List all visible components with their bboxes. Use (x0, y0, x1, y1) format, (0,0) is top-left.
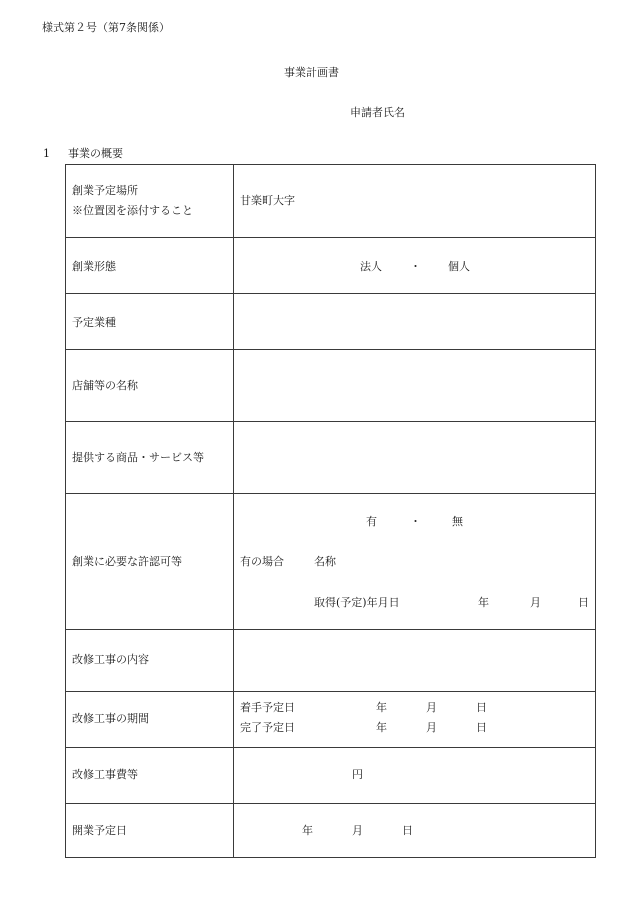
renovation-end-month: 月 (426, 721, 437, 734)
permits-name-label: 名称 (314, 555, 336, 568)
row-divider (66, 293, 595, 294)
row-divider (66, 349, 595, 350)
permits-acquire-label: 取得(予定)年月日 (314, 596, 400, 609)
business-form-label: 創業形態 (72, 260, 116, 273)
renovation-end-year: 年 (376, 721, 387, 734)
renovation-start-label: 着手予定日 (240, 701, 295, 714)
row-divider (66, 747, 595, 748)
business-overview-table (65, 164, 596, 858)
renovation-cost-label: 改修工事費等 (72, 768, 138, 781)
section-number: 1 (43, 147, 50, 160)
row-divider (66, 803, 595, 804)
planned-industry-label: 予定業種 (72, 316, 116, 329)
store-name-label: 店舗等の名称 (72, 379, 138, 392)
section-title: 事業の概要 (68, 147, 123, 160)
row-divider (66, 421, 595, 422)
permits-month-unit: 月 (530, 596, 541, 609)
permits-yes[interactable]: 有 (366, 515, 377, 528)
permits-no[interactable]: 無 (452, 515, 463, 528)
business-form-separator: ・ (410, 260, 421, 273)
document-title: 事業計画書 (284, 66, 339, 79)
permits-separator: ・ (410, 515, 421, 528)
form-number: 様式第２号（第7条関係） (42, 21, 170, 34)
row-divider (66, 493, 595, 494)
permits-day-unit: 日 (578, 596, 589, 609)
opening-date-year: 年 (302, 824, 313, 837)
renovation-content-label: 改修工事の内容 (72, 653, 149, 666)
renovation-content-field[interactable] (240, 654, 580, 668)
renovation-start-month: 月 (426, 701, 437, 714)
opening-date-day: 日 (402, 824, 413, 837)
renovation-end-day: 日 (476, 721, 487, 734)
location-label: 創業予定場所 (72, 184, 138, 197)
row-divider (66, 691, 595, 692)
products-services-field[interactable] (240, 452, 580, 466)
products-services-label: 提供する商品・サービス等 (72, 451, 204, 464)
business-form-corporation[interactable]: 法人 (360, 260, 382, 273)
opening-date-month: 月 (352, 824, 363, 837)
location-value[interactable]: 甘楽町大字 (240, 194, 295, 207)
renovation-period-label: 改修工事の期間 (72, 712, 149, 725)
opening-date-label: 開業予定日 (72, 824, 127, 837)
renovation-end-label: 完了予定日 (240, 721, 295, 734)
row-divider (66, 237, 595, 238)
permits-label: 創業に必要な許認可等 (72, 555, 182, 568)
applicant-name-label: 申請者氏名 (350, 106, 405, 119)
renovation-start-day: 日 (476, 701, 487, 714)
renovation-start-year: 年 (376, 701, 387, 714)
location-note: ※位置図を添付すること (72, 204, 193, 217)
permits-year-unit: 年 (478, 596, 489, 609)
planned-industry-field[interactable] (240, 317, 580, 331)
permits-if-yes-label: 有の場合 (240, 555, 284, 568)
column-divider (233, 165, 234, 857)
row-divider (66, 629, 595, 630)
store-name-field[interactable] (240, 380, 580, 394)
business-form-individual[interactable]: 個人 (448, 260, 470, 273)
renovation-cost-unit: 円 (352, 768, 363, 781)
